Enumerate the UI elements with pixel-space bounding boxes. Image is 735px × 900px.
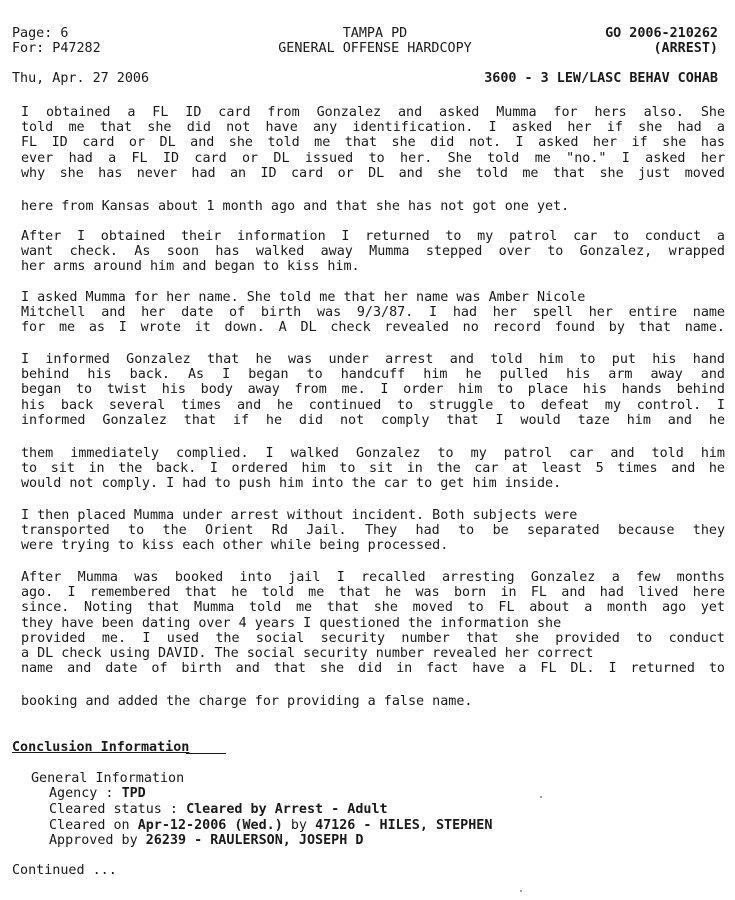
narrative-paragraph-9	[21, 694, 725, 709]
narrative-line: provided me. I used the social security number that she provided to conduct	[21, 630, 725, 646]
conclusion-heading: Conclusion Information	[12, 740, 190, 755]
narrative-line: After Mumma was booked into jail I recalled arresting Gonzalez a few months	[21, 570, 725, 585]
narrative-paragraph-3	[21, 229, 725, 275]
narrative-line: for me as I wrote it down. A DL check revealed no record found by that name.	[21, 320, 725, 336]
narrative-line: her arms around him and began to kiss him.	[21, 259, 360, 275]
narrative-line: ever had a FL ID card or DL issued to her. She told me "no." I asked her	[21, 150, 725, 166]
narrative-paragraph-4	[21, 290, 725, 336]
document-type: GENERAL OFFENSE HARDCOPY	[278, 41, 472, 56]
narrative-paragraph-5	[21, 352, 725, 428]
cleared-status-label: Cleared status :	[49, 802, 178, 817]
narrative-paragraph-1	[21, 105, 725, 181]
narrative-line: want check. As soon has walked away Mumma stepped over to Gonzalez, wrapped	[21, 244, 725, 260]
case-type: (ARREST)	[653, 41, 718, 56]
approved-by-label: Approved by	[49, 833, 138, 848]
scan-speck	[540, 796, 542, 798]
cleared-status-value: Cleared by Arrest - Adult	[186, 802, 388, 817]
narrative-line: I obtained a FL ID card from Gonzalez and asked Mumma for hers also. She	[21, 105, 725, 120]
narrative-line: After I obtained their information I returned to my patrol car to conduct a	[21, 229, 725, 244]
page-number: Page: 6	[12, 26, 69, 41]
narrative-line: informed Gonzalez that if he did not comply that I would taze him and he	[21, 412, 725, 428]
cleared-by-value: 47126 - HILES, STEPHEN	[315, 818, 493, 833]
narrative-line: would not comply. I had to push him into the car to get him inside.	[21, 476, 562, 492]
agency-value: TPD	[121, 786, 146, 801]
narrative-line: I then placed Mumma under arrest without incident. Both subjects were	[21, 508, 578, 523]
narrative-line: told me that she did not have any identification. I asked her if she had a	[21, 120, 725, 136]
heading-underline-extension	[186, 740, 226, 754]
for-id: For: P47282	[12, 41, 101, 56]
cleared-on-value: Apr-12-2006 (Wed.)	[137, 818, 283, 833]
narrative-line: why she has never had an ID card or DL and she told me that she just moved	[21, 165, 725, 181]
narrative-paragraph-6	[21, 446, 725, 492]
narrative-line: them immediately complied. I walked Gonzalez to my patrol car and told him	[21, 446, 725, 461]
narrative-line: began to twist his body away from me. I order him to place his hands behind	[21, 382, 725, 398]
scan-speck	[520, 890, 522, 892]
narrative-line: Mitchell and her date of birth was 9/3/87. I had her spell her entire name	[21, 305, 725, 321]
narrative-line: FL ID card or DL and she told me that she did not. I asked her if she has	[21, 135, 725, 151]
continued-note: Continued ...	[12, 863, 117, 878]
narrative-line: transported to the Orient Rd Jail. They had to be separated because they	[21, 523, 725, 539]
narrative-line: I informed Gonzalez that he was under arrest and told him to put his hand	[21, 352, 725, 367]
narrative-line: behind his back. As I began to handcuff him he pulled his arm away and	[21, 367, 725, 383]
narrative-line: I asked Mumma for her name. She told me that her name was Amber Nicole	[21, 290, 586, 305]
cleared-by-label: by	[290, 818, 307, 833]
offense-code: 3600 - 3 LEW/LASC BEHAV COHAB	[484, 71, 718, 86]
agency-name: TAMPA PD	[342, 26, 408, 41]
agency-row	[49, 786, 146, 801]
narrative-line: they have been dating over 4 years I questioned the information she	[21, 615, 562, 631]
narrative-paragraph-7	[21, 508, 725, 554]
approved-by-row	[49, 833, 363, 848]
narrative-line: his back several times and he continued to struggle to defeat my control. I	[21, 397, 725, 413]
narrative-line: name and date of birth and that she did in fact have a FL DL. I returned to	[21, 661, 725, 677]
narrative-line: booking and added the charge for providing a false name.	[21, 694, 473, 709]
cleared-on-row	[49, 818, 492, 833]
agency-label: Agency :	[49, 786, 114, 801]
cleared-status-row	[49, 802, 388, 817]
narrative-line: were trying to kiss each other while being processed.	[21, 538, 449, 554]
narrative-paragraph-8	[21, 570, 725, 676]
narrative-line: to sit in the back. I ordered him to sit in the car at least 5 times and he	[21, 461, 725, 477]
narrative-line: ago. I remembered that he told me that he was born in FL and had lived here	[21, 585, 725, 601]
case-number: GO 2006-210262	[605, 26, 718, 41]
cleared-on-label: Cleared on	[49, 818, 130, 833]
narrative-paragraph-2	[21, 199, 725, 214]
general-info-label: General Information	[31, 771, 185, 786]
approved-by-value: 26239 - RAULERSON, JOSEPH D	[145, 833, 364, 848]
narrative-line: a DL check using DAVID. The social security number revealed her correct	[21, 646, 594, 662]
narrative-line: here from Kansas about 1 month ago and that she has not got one yet.	[21, 199, 570, 214]
narrative-line: since. Noting that Mumma told me that she moved to FL about a month ago yet	[21, 600, 725, 616]
report-date: Thu, Apr. 27 2006	[12, 71, 150, 86]
